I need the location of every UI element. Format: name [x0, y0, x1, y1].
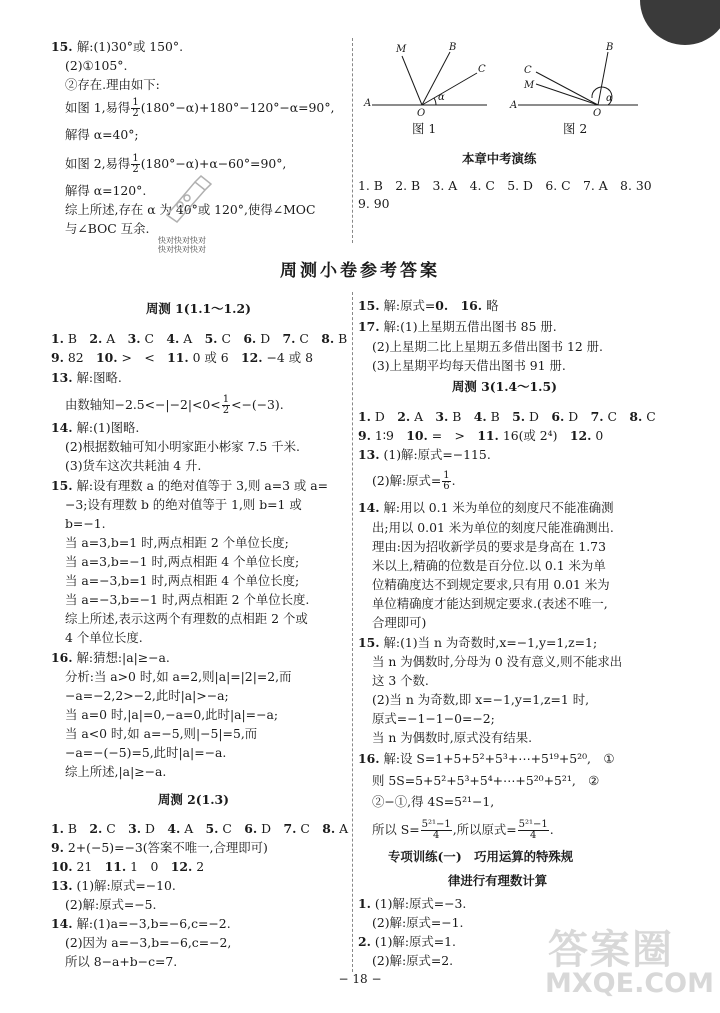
quiz-1-line: b=−1. [65, 516, 106, 531]
fig2-label-b: B [606, 42, 614, 53]
section-title: 周测小卷参考答案 [280, 261, 440, 281]
quiz-1-line: 当 a=0 时,|a|=0,−a=0,此时|a|=−a; [65, 707, 279, 722]
quiz-3-line: 1. D 2. A 3. B 4. B 5. D 6. D 7. C 8. C [358, 409, 656, 424]
quiz-3-line: (2)解:原式= $\frac{1}{6}$ . [372, 470, 456, 492]
quiz-3-line: 当 n 为偶数时,分母为 0 没有意义,则不能求出 [372, 654, 623, 669]
quiz-1-line: 综上所述,|a|≥−a. [65, 764, 167, 779]
quiz-2-line: 9. 2+(−5)=−3(答案不唯一,合理即可) [51, 840, 268, 855]
fig1-label-a: A [364, 98, 372, 109]
column-divider-bottom [352, 292, 353, 972]
quiz-3-line: 当 n 为偶数时,原式没有结果. [372, 730, 533, 745]
quiz-1-cont-line: 17. 解:(1)上星期五借出图书 85 册. [358, 319, 557, 334]
fraction: $\frac{1}{2}$ [222, 394, 230, 416]
chapter-exam-heading: 本章中考演练 [462, 151, 537, 166]
fig2-label-m: M [524, 80, 535, 91]
quiz-3-line: 单位精确度才能达到规定要求.(表述不唯一, [372, 596, 608, 611]
quiz-1-cont-line: (3)上星期平均每天借出图书 91 册. [372, 358, 566, 373]
fraction: $\frac{1}{6}$ [443, 470, 450, 492]
angle-figure-1 [362, 38, 492, 126]
quiz-3-line: 位精确度达不到规定要求,只有用 0.01 米为 [372, 577, 610, 592]
quiz-1-line: 当 a=3,b=−1 时,两点相距 4 个单位长度; [65, 554, 300, 569]
quiz-1-line: 当 a=−3,b=1 时,两点相距 4 个单位长度; [65, 573, 300, 588]
quiz-2-line: 13. (1)解:原式=−10. [51, 878, 176, 893]
fig1-label-c: C [478, 64, 486, 75]
special-training-line: 1. (1)解:原式=−3. [358, 896, 467, 911]
quiz-3-line: 米以上,精确的位数是百分位.以 0.1 米为单 [372, 558, 606, 573]
chapter-exam-answers-1: 1. B 2. B 3. A 4. C 5. D 6. C 7. A 8. 30 [358, 178, 652, 193]
quiz-3-line: (2)当 n 为奇数,即 x=−1,y=1,z=1 时, [372, 692, 590, 707]
quiz-1-cont-line: (2)上星期二比上星期五多借出图书 12 册. [372, 339, 603, 354]
answer-line: 15. 解:(1)30°或 150°. [51, 39, 184, 54]
quiz-1-line: 15. 解:设有理数 a 的绝对值等于 3,则 a=3 或 a= [51, 478, 329, 493]
fraction: $\frac{\text{5²¹−1}}{4}$ [518, 819, 548, 841]
quiz-1-line: 4 个单位长度. [65, 630, 143, 645]
quiz-2-line: 10. 21 11. 1 0 12. 2 [51, 859, 205, 874]
quiz-1-line: 当 a<0 时,如 a=−5,则|−5|=5,而 [65, 726, 258, 741]
quiz-3-line: 这 3 个数. [372, 673, 429, 688]
quiz-2-line: (2)解:原式=−5. [65, 897, 157, 912]
answer-line: 解得 α=120°. [65, 183, 147, 198]
fig1-label-b: B [449, 42, 457, 53]
quiz-3-line: 15. 解:(1)当 n 为奇数时,x=−1,y=1,z=1; [358, 635, 598, 650]
figure-2-caption: 图 2 [563, 121, 588, 136]
quiz-1-line: −a=−2,2>−2,此时|a|>−a; [65, 688, 229, 703]
answer-line: 解得 α=40°; [65, 127, 139, 142]
fig1-label-m: M [396, 44, 407, 55]
answer-line: 如图 1,易得 $\frac{1}{2}$ (180°−α)+180°−120°−α=90°, [65, 97, 335, 119]
answer-line: 与∠BOC 互余. [65, 221, 150, 236]
fraction: $\frac{\text{5²¹−1}}{4}$ [421, 819, 451, 841]
watermark-logo: 答案圈 [548, 927, 674, 973]
quiz-3-line: 合理即可) [372, 615, 427, 630]
answer-line: ②存在.理由如下: [65, 77, 160, 92]
quiz-3-line: 所以 S= $\frac{\text{5²¹−1}}{4}$ ,所以原式= $\frac{\text{5²¹−1}}{4}$ . [372, 819, 554, 841]
quiz-1-line: 9. 82 10. > < 11. 0 或 6 12. −4 或 8 [51, 350, 313, 365]
special-training-line: (2)解:原式=−1. [372, 915, 464, 930]
quiz-3-line: 14. 解:用以 0.1 米为单位的刻度尺不能准确测 [358, 500, 614, 515]
quiz-2-line: 所以 8−a+b−c=7. [65, 954, 178, 969]
figure-1-caption: 图 1 [412, 121, 437, 136]
quiz-1-line: −3;设有理数 b 的绝对值等于 1,则 b=1 或 [65, 497, 302, 512]
quiz-2-heading: 周测 2(1.3) [158, 792, 229, 807]
fraction: $\frac{1}{2}$ [132, 153, 139, 175]
quiz-1-line: 综上所述,表示这两个有理数的点相距 2 个或 [65, 611, 308, 626]
quiz-1-line: 当 a=−3,b=−1 时,两点相距 2 个单位长度. [65, 592, 310, 607]
fig2-label-a: A [510, 100, 518, 111]
quiz-3-line: ②−①,得 4S=5²¹−1, [372, 794, 495, 809]
stamp-text-2: 快对快对快对 [158, 245, 206, 254]
quiz-1-line: 1. B 2. A 3. C 4. A 5. C 6. D 7. C 8. B [51, 331, 348, 346]
fig1-label-alpha: α [438, 92, 445, 103]
special-training-heading-1: 专项训练(一) 巧用运算的特殊规 [388, 849, 574, 864]
chapter-exam-answers-2: 9. 90 [358, 196, 390, 211]
fig2-label-c: C [524, 65, 532, 76]
answer-line: (2)①105°. [65, 58, 128, 73]
fig2-label-o: O [593, 108, 602, 119]
pencil-stamp-icon [155, 170, 215, 225]
quiz-1-line: (3)货车这次共耗油 4 升. [65, 458, 202, 473]
special-training-line: (2)解:原式=2. [372, 953, 454, 968]
special-training-heading-2: 律进行有理数计算 [448, 873, 548, 888]
quiz-1-cont-line: 15. 解:原式=0. 16. 略 [358, 298, 499, 313]
quiz-1-line: 16. 解:猜想:|a|≥−a. [51, 650, 170, 665]
quiz-3-line: 9. 1∶9 10. = > 11. 16(或 2⁴) 12. 0 [358, 428, 604, 443]
answer-line: 综上所述,存在 α 为 40°或 120°,使得∠MOC [65, 202, 316, 217]
quiz-3-line: 理由:因为招收新学员的要求是身高在 1.73 [372, 539, 606, 554]
quiz-1-line: 14. 解:(1)图略. [51, 420, 140, 435]
answer-line: 如图 2,易得 $\frac{1}{2}$ (180°−α)+α−60°=90°, [65, 153, 287, 175]
quiz-3-line: 出;用以 0.01 米为单位的刻度尺能准确测出. [372, 520, 614, 535]
special-training-line: 2. (1)解:原式=1. [358, 934, 456, 949]
fraction: $\frac{1}{2}$ [132, 97, 139, 119]
corner-tab [640, 0, 720, 45]
watermark-url: MXQE.COM [545, 968, 714, 999]
quiz-1-line: (2)根据数轴可知小明家距小彬家 7.5 千米. [65, 439, 300, 454]
quiz-1-line: −a=−(−5)=5,此时|a|=−a. [65, 745, 227, 760]
quiz-2-line: 14. 解:(1)a=−3,b=−6,c=−2. [51, 916, 231, 931]
angle-figure-2 [508, 38, 643, 126]
fig2-label-alpha: α [606, 93, 613, 104]
quiz-3-line: 16. 解:设 S=1+5+5²+5³+⋯+5¹⁹+5²⁰, ① [358, 751, 615, 766]
quiz-2-line: 1. B 2. C 3. D 4. A 5. C 6. D 7. C 8. A [51, 821, 349, 836]
quiz-1-line: 13. 解:图略. [51, 370, 122, 385]
page-number: − 18 − [338, 972, 382, 986]
stamp-text-1: 快对快对快对 [158, 236, 206, 245]
quiz-3-line: 13. (1)解:原式=−115. [358, 447, 491, 462]
quiz-2-line: (2)因为 a=−3,b=−6,c=−2, [65, 935, 232, 950]
quiz-3-line: 原式=−1−1−0=−2; [372, 711, 495, 726]
quiz-1-line: 分析:当 a>0 时,如 a=2,则|a|=|2|=2,而 [65, 669, 292, 684]
quiz-3-line: 则 5S=5+5²+5³+5⁴+⋯+5²⁰+5²¹, ② [372, 773, 600, 788]
quiz-1-line: 由数轴知−2.5<−|−2|<0< $\frac{1}{2}$ <−(−3). [65, 394, 284, 416]
column-divider-top [352, 38, 353, 243]
quiz-1-heading: 周测 1(1.1～1.2) [146, 301, 251, 316]
fig1-label-o: O [417, 108, 426, 119]
quiz-3-heading: 周测 3(1.4～1.5) [452, 379, 557, 394]
quiz-1-line: 当 a=3,b=1 时,两点相距 2 个单位长度; [65, 535, 289, 550]
